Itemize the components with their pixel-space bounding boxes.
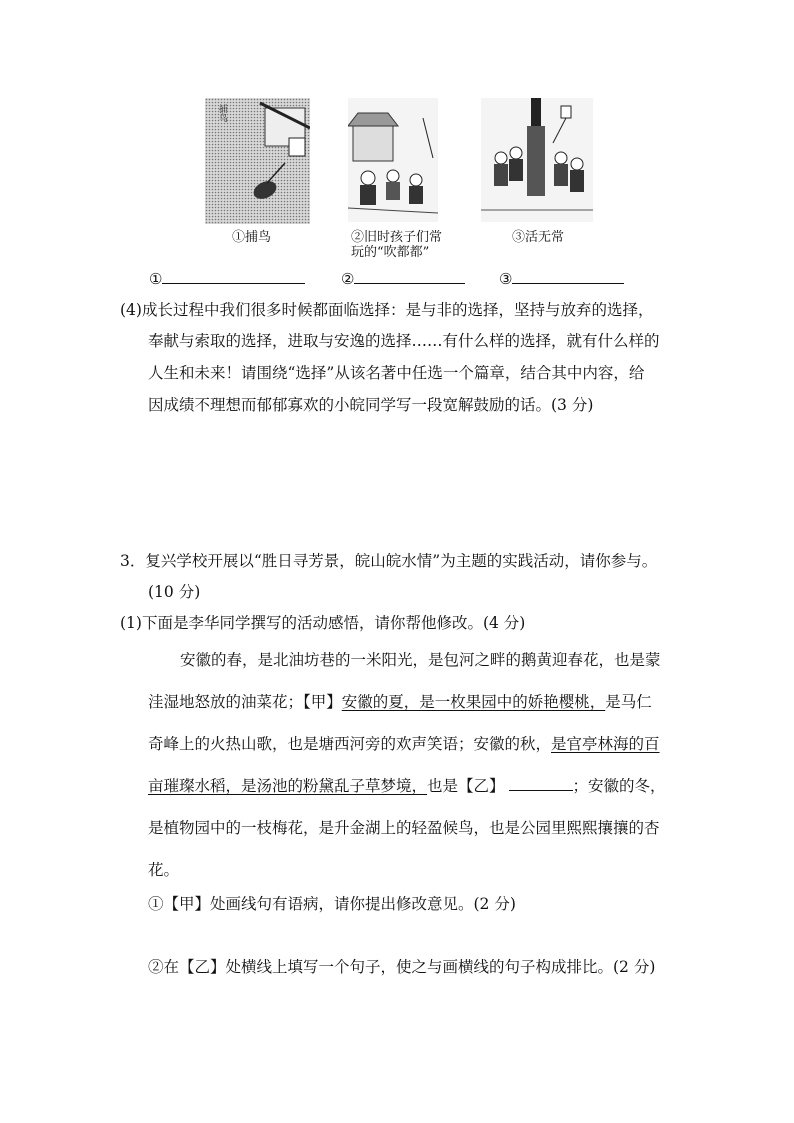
children-playing-illustration <box>348 98 438 222</box>
illustration-seal-text: 捕鸟 <box>217 104 227 122</box>
q4-line-1: (4)成长过程中我们很多时候都面临选择：是与非的选择，坚持与放弃的选择， <box>120 301 654 319</box>
task-2: ②在【乙】处横线上填写一个句子，使之与画横线的句子构成排比。(2 分) <box>148 958 656 976</box>
sub-question-1: (1)下面是李华同学撰写的活动感悟，请你帮他修改。(4 分) <box>120 614 526 632</box>
q3-line-1: 3．复兴学校开展以“胜日寻芳景，皖山皖水情”为主题的实践活动，请你参与。 <box>120 552 658 570</box>
underlined-parallel-1: 是官亭林海的百 <box>551 735 660 753</box>
caption-children-line2: 玩的“吹都都” <box>351 245 430 260</box>
answer-blank-1[interactable] <box>149 269 305 289</box>
passage-line-4-mid: 也是【乙】 <box>427 777 505 795</box>
passage-line-5: 是植物园中的一枝梅花，是升金湖上的轻盈候鸟，也是公园里熙熙攘攘的杏 <box>148 819 660 837</box>
caption-wuchang: ③活无常 <box>512 230 565 245</box>
caption-children-line1: ②旧时孩子们常 <box>351 230 443 245</box>
passage-line-3-start: 奇峰上的火热山歌，也是塘西河旁的欢声笑语；安徽的秋， <box>148 735 552 753</box>
answer-blank-2[interactable] <box>341 269 465 289</box>
passage-line-2-end: 是马仁 <box>605 693 652 711</box>
answer-blank-1-marker: ① <box>149 270 163 288</box>
q4-line-2: 奉献与索取的选择，进取与安逸的选择……有什么样的选择，就有什么样的 <box>148 332 660 350</box>
task-1: ①【甲】处画线句有语病，请你提出修改意见。(2 分) <box>148 895 516 913</box>
answer-line-3[interactable] <box>512 269 624 284</box>
answer-blank-2-marker: ② <box>341 270 355 288</box>
passage-line-6: 花。 <box>148 861 180 879</box>
passage-line-3 <box>148 734 660 754</box>
passage-line-2-start: 洼湿地怒放的油菜花；【甲】 <box>148 693 342 711</box>
q4-line-4: 因成绩不理想而郁郁寡欢的小皖同学写一段宽解鼓励的话。(3 分) <box>148 396 594 414</box>
underlined-parallel-2: 亩璀璨水稻，是汤池的粉黛乱子草梦境， <box>148 777 428 795</box>
caption-bird-catching: ①捕鸟 <box>232 230 272 245</box>
answer-blank-3[interactable] <box>499 269 624 289</box>
passage-line-4 <box>148 776 666 796</box>
passage-line-1: 安徽的春，是北油坊巷的一米阳光，是包河之畔的鹅黄迎春花，也是蒙 <box>180 651 661 669</box>
q4-line-3: 人生和未来！请围绕“选择”从该名著中任选一个篇章，结合其中内容，给 <box>148 364 645 382</box>
answer-line-2[interactable] <box>354 269 465 284</box>
q3-line-2: (10 分) <box>148 583 201 601</box>
passage-line-2 <box>148 692 652 712</box>
yi-answer-line[interactable] <box>509 776 573 791</box>
passage-line-4-end: ；安徽的冬， <box>572 777 666 795</box>
answer-line-1[interactable] <box>162 269 305 284</box>
underlined-sentence-jia: 安徽的夏，是一枚果园中的娇艳樱桃， <box>341 693 606 711</box>
wuchang-illustration <box>481 98 593 222</box>
answer-blank-3-marker: ③ <box>499 270 513 288</box>
bird-catching-illustration <box>205 98 310 224</box>
